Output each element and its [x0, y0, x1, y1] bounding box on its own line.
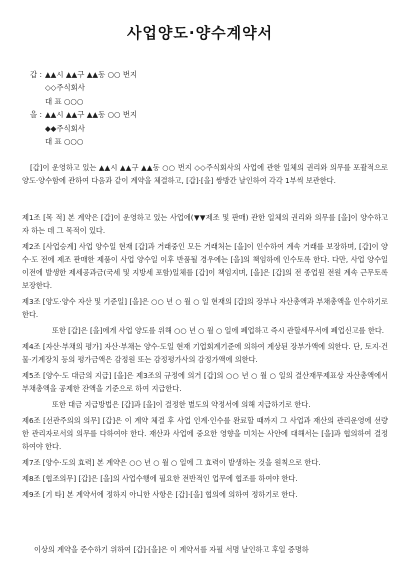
- transferee-representative: 대 표 ○○○: [45, 137, 84, 147]
- article-2: 제2조 [사업승계] 사업 양수일 현재 [갑]과 거래중인 모든 거래처는 [을]이 인수하여 계속 거래를 보장하며, [갑]이 양수·도 전에 제조 판매한 제품이 사업 양수일 이후 반품될 경우에는 [을]의 책임하에 인수토록 한다. 다만, 사업 양수일 이전에 발생한 제세공과금(국세 및 지방세 포함)일체를 [갑]이 책임지며, [을]은 [갑]의 전 종업원 전원 계속 근무토록 보장한다.: [22, 242, 388, 290]
- article-4: 제4조 [자산·부채의 평가] 자산·부채는 양수·도일 현재 기업회계기준에 의하여 계상된 장부가액에 의한다. 단, 토지·건물·기계장치 등의 평가금액은 감정원 또는 감정평가사의 감정가액에 의한다.: [22, 342, 388, 364]
- transferor-label: 갑 :: [30, 70, 42, 79]
- articles-list: [22, 211, 388, 504]
- article-5-supplement: 또한 대금 지급방법은 [갑]과 [을]이 결정한 별도의 약정서에 의해 지급하기로 한다.: [52, 400, 311, 409]
- article-7: 제7조 [양수·도의 효력] 본 계약은 ○○ 년 ○ 월 ○ 일에 그 효력이 발생하는 것을 원칙으로 한다.: [22, 458, 321, 467]
- article-3: 제3조 [양도·양수 자산 및 기준일] [을]은 ○○ 년 ○ 월 ○ 일 현재의 [갑]의 장부나 자산총액과 부채총액을 인수하기로 한다.: [22, 297, 388, 319]
- transferor-address-row: [30, 68, 390, 81]
- article-1: 제1조 [목 적] 본 계약은 [갑]이 운영하고 있는 사업에(▼▼제조 및 판매) 관한 일체의 권리와 의무를 [을]이 양수하고자 하는 데 그 목적이 있다.: [22, 213, 388, 235]
- transferee-company: ◆◆주식회사: [45, 123, 85, 133]
- article-6: 제6조 [선관주의의 의무] [갑]은 이 계약 체결 후 사업 인계·인수를 완료할 때까지 그 사업과 재산의 관리운영에 선량한 관리자로서의 의무를 다하여야 한다. 재산과 사업에 중요한 영향을 미치는 사안에 대해서는 [을]과 협의하여 결정하여야 한다.: [22, 416, 388, 451]
- transferee-label: 을 :: [30, 110, 42, 120]
- article-8: 제8조 [협조의무] [갑]은 [을]의 사업수행에 필요한 전반적인 업무에 협조를 하여야 한다.: [22, 474, 298, 483]
- transferor-representative: 대 표 ○○○: [45, 96, 84, 106]
- transferor-address: ▲▲시 ▲▲구 ▲▲동 ○○ 번지: [45, 70, 138, 79]
- article-3-supplement: 또한 [갑]은 [을]에게 사업 양도를 위해 ○○ 년 ○ 월 ○ 일에 폐업하고 즉시 관할세무서에 폐업신고를 한다.: [52, 326, 385, 335]
- closing-paragraph: 이상의 계약을 준수하기 위하여 [갑]·[을]은 이 계약서를 자필 서명 날인하고 후일 증명하: [34, 545, 309, 554]
- party-block: [30, 68, 390, 148]
- transferee-address-row: [30, 108, 390, 121]
- document-title: 사업양도·양수계약서: [126, 24, 274, 42]
- transferee-address: ▲▲시 ▲▲구 ▲▲동 ○○ 번지: [45, 110, 138, 120]
- intro-paragraph: [갑]이 운영하고 있는 ▲▲시 ▲▲구 ▲▲동 ○○ 번지 ◇◇주식회사의 사업에 관한 일체의 권리와 의무를 포괄적으로 양도·양수함에 관하여 다음과 같이 계약을 체결하고, [갑]·[을] 쌍방간 날인하여 각각 1부씩 보관한다.: [22, 163, 388, 185]
- transferor-company: ◇◇주식회사: [45, 83, 85, 93]
- article-5: 제5조 [양수·도 대금의 지급] [을]은 제3조의 규정에 의거 [갑]의 ○○ 년 ○ 월 ○ 일의 결산재무제표상 자산총액에서 부채총액을 공제한 잔액을 기준으로 하여 지급한다.: [22, 371, 388, 393]
- article-9: 제9조 [기 타] 본 계약서에 정하지 아니한 사항은 [갑]·[을] 협의에 의하여 정하기로 한다.: [22, 490, 298, 499]
